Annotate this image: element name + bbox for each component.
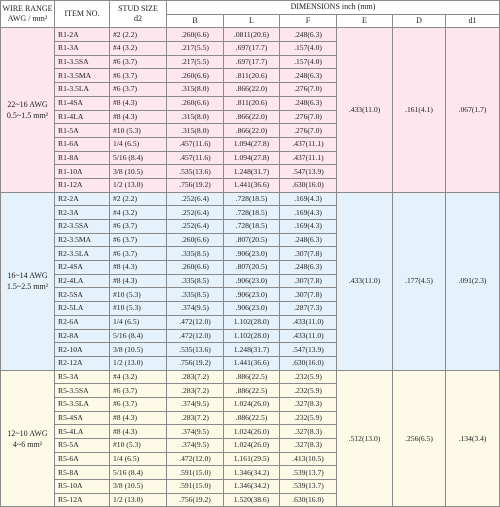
stud-size-cell: #8 (4.3) bbox=[110, 110, 167, 124]
dim-d-cell: .256(6.5) bbox=[393, 370, 446, 507]
stud-size-cell: #8 (4.3) bbox=[110, 411, 167, 425]
stud-size-cell: #10 (5.3) bbox=[110, 302, 167, 316]
dim-l-cell: .811(20.6) bbox=[224, 96, 280, 110]
wire-range-cell bbox=[1, 370, 55, 507]
wire-range-mm: 0.5~1.5 mm² bbox=[6, 111, 49, 120]
dim-d1-cell: .091(2.3) bbox=[446, 192, 500, 370]
stud-size-cell: #6 (3.7) bbox=[110, 55, 167, 69]
wire-range-awg: 22~16 AWG bbox=[7, 100, 48, 109]
dim-f-cell: .307(7.8) bbox=[280, 247, 337, 261]
item-no-cell: R1-4LA bbox=[55, 110, 110, 124]
item-no-cell: R2-3.5SA bbox=[55, 220, 110, 234]
header-col-f: F bbox=[280, 14, 337, 28]
dim-l-cell: 1.441(36.6) bbox=[224, 178, 280, 192]
header-col-d: D bbox=[393, 14, 446, 28]
dim-l-cell: 1.024(26.0) bbox=[224, 439, 280, 453]
dim-e-cell: .433(11.0) bbox=[337, 192, 393, 370]
dim-b-cell: .335(8.5) bbox=[167, 288, 224, 302]
dim-l-cell: 1.094(27.8) bbox=[224, 151, 280, 165]
item-no-cell: R1-8A bbox=[55, 151, 110, 165]
wire-range-cell bbox=[1, 192, 55, 370]
header-wire-range-line1: WIRE RANGE bbox=[2, 4, 53, 14]
dim-b-cell: .252(6.4) bbox=[167, 220, 224, 234]
item-no-cell: R2-6A bbox=[55, 315, 110, 329]
dim-f-cell: .547(13.9) bbox=[280, 343, 337, 357]
dim-l-cell: .886(22.5) bbox=[224, 411, 280, 425]
wire-range-mm: 1.5~2.5 mm² bbox=[6, 282, 49, 292]
dim-b-cell: .756(19.2) bbox=[167, 178, 224, 192]
item-no-cell: R2-3.5LA bbox=[55, 247, 110, 261]
dim-f-cell: .539(13.7) bbox=[280, 480, 337, 494]
dim-l-cell: .811(20.6) bbox=[224, 69, 280, 83]
header-wire-range bbox=[1, 1, 55, 28]
dim-b-cell: .535(13.6) bbox=[167, 343, 224, 357]
dim-f-cell: .307(7.8) bbox=[280, 274, 337, 288]
item-no-cell: R2-5SA bbox=[55, 288, 110, 302]
dim-l-cell: .697(17.7) bbox=[224, 55, 280, 69]
dim-l-cell: 1.024(26.0) bbox=[224, 397, 280, 411]
dim-d1-cell: .067(1.7) bbox=[446, 28, 500, 192]
wire-range-awg: 16~14 AWG bbox=[7, 271, 48, 281]
dim-b-cell: .315(8.0) bbox=[167, 110, 224, 124]
item-no-cell: R2-3.5MA bbox=[55, 233, 110, 247]
dim-f-cell: .539(13.7) bbox=[280, 466, 337, 480]
stud-size-cell: 1/2 (13.0) bbox=[110, 356, 167, 370]
item-no-cell: R5-4SA bbox=[55, 411, 110, 425]
item-no-cell: R2-4SA bbox=[55, 261, 110, 275]
item-no-cell: R2-12A bbox=[55, 356, 110, 370]
dim-l-cell: 1.161(29.5) bbox=[224, 452, 280, 466]
dim-b-cell: .315(8.0) bbox=[167, 83, 224, 97]
dim-f-cell: .307(7.8) bbox=[280, 288, 337, 302]
dim-l-cell: 1.102(28.0) bbox=[224, 329, 280, 343]
dim-f-cell: .276(7.0) bbox=[280, 83, 337, 97]
dim-l-cell: .866(22.0) bbox=[224, 110, 280, 124]
dim-l-cell: .866(22.0) bbox=[224, 83, 280, 97]
item-no-cell: R1-4SA bbox=[55, 96, 110, 110]
wire-range-awg: 12~10 AWG bbox=[7, 428, 48, 438]
dim-b-cell: .260(6.6) bbox=[167, 96, 224, 110]
stud-size-cell: #6 (3.7) bbox=[110, 384, 167, 398]
dim-l-cell: .886(22.5) bbox=[224, 370, 280, 384]
stud-size-cell: #2 (2.2) bbox=[110, 28, 167, 42]
dim-b-cell: .591(15.0) bbox=[167, 466, 224, 480]
header-wire-range-line2: AWG / mm² bbox=[7, 14, 48, 24]
dim-l-cell: 1.346(34.2) bbox=[224, 480, 280, 494]
wire-range-cell bbox=[1, 28, 55, 192]
dim-l-cell: 1.346(34.2) bbox=[224, 466, 280, 480]
dim-l-cell: 1.248(31.7) bbox=[224, 165, 280, 179]
item-no-cell: R2-8A bbox=[55, 329, 110, 343]
dim-l-cell: .807(20.5) bbox=[224, 261, 280, 275]
dim-f-cell: .630(16.0) bbox=[280, 178, 337, 192]
stud-size-cell: #8 (4.3) bbox=[110, 261, 167, 275]
stud-size-cell: #6 (3.7) bbox=[110, 233, 167, 247]
dim-b-cell: .260(6.6) bbox=[167, 233, 224, 247]
dim-f-cell: .157(4.0) bbox=[280, 42, 337, 56]
dim-f-cell: .248(6.3) bbox=[280, 28, 337, 42]
dim-b-cell: .756(19.2) bbox=[167, 493, 224, 507]
stud-size-cell: #4 (3.2) bbox=[110, 370, 167, 384]
header-item-no: ITEM NO. bbox=[55, 1, 110, 28]
dim-d-cell: .177(4.5) bbox=[393, 192, 446, 370]
dim-b-cell: .374(9.5) bbox=[167, 397, 224, 411]
item-no-cell: R1-2A bbox=[55, 28, 110, 42]
dim-l-cell: 1.248(31.7) bbox=[224, 343, 280, 357]
item-no-cell: R5-12A bbox=[55, 493, 110, 507]
dim-f-cell: .547(13.9) bbox=[280, 165, 337, 179]
dim-f-cell: .248(6.3) bbox=[280, 96, 337, 110]
dim-b-cell: .756(19.2) bbox=[167, 356, 224, 370]
item-no-cell: R1-6A bbox=[55, 137, 110, 151]
dim-l-cell: .728(18.5) bbox=[224, 192, 280, 206]
item-no-cell: R5-5A bbox=[55, 439, 110, 453]
item-no-cell: R5-4LA bbox=[55, 425, 110, 439]
stud-size-cell: #8 (4.3) bbox=[110, 425, 167, 439]
dim-d-cell: .161(4.1) bbox=[393, 28, 446, 192]
item-no-cell: R5-3A bbox=[55, 370, 110, 384]
table-row bbox=[1, 370, 500, 384]
header-stud-size bbox=[110, 1, 167, 28]
dim-f-cell: .232(5.9) bbox=[280, 370, 337, 384]
dim-l-cell: .0811(20.6) bbox=[224, 28, 280, 42]
item-no-cell: R1-3A bbox=[55, 42, 110, 56]
dim-b-cell: .472(12.0) bbox=[167, 329, 224, 343]
dim-l-cell: .906(23.0) bbox=[224, 247, 280, 261]
item-no-cell: R2-3A bbox=[55, 206, 110, 220]
dim-f-cell: .437(11.1) bbox=[280, 137, 337, 151]
dim-b-cell: .315(8.0) bbox=[167, 124, 224, 138]
dim-f-cell: .327(8.3) bbox=[280, 425, 337, 439]
dim-f-cell: .437(11.1) bbox=[280, 151, 337, 165]
header-col-l: L bbox=[224, 14, 280, 28]
dim-e-cell: .433(11.0) bbox=[337, 28, 393, 192]
stud-size-cell: 5/16 (8.4) bbox=[110, 466, 167, 480]
dim-l-cell: .886(22.5) bbox=[224, 384, 280, 398]
dim-b-cell: .457(11.6) bbox=[167, 137, 224, 151]
dim-f-cell: .169(4.3) bbox=[280, 206, 337, 220]
item-no-cell: R5-6A bbox=[55, 452, 110, 466]
dim-b-cell: .217(5.5) bbox=[167, 42, 224, 56]
stud-size-cell: #6 (3.7) bbox=[110, 247, 167, 261]
stud-size-cell: 1/4 (6.5) bbox=[110, 137, 167, 151]
dim-e-cell: .512(13.0) bbox=[337, 370, 393, 507]
header-stud-size-line1: STUD SIZE bbox=[118, 4, 158, 14]
dim-b-cell: .374(9.5) bbox=[167, 425, 224, 439]
stud-size-cell: #10 (5.3) bbox=[110, 288, 167, 302]
dim-b-cell: .283(7.2) bbox=[167, 370, 224, 384]
dim-f-cell: .169(4.3) bbox=[280, 220, 337, 234]
dim-b-cell: .535(13.6) bbox=[167, 165, 224, 179]
dim-l-cell: 1.441(36.6) bbox=[224, 356, 280, 370]
table-row bbox=[1, 28, 500, 42]
item-no-cell: R5-8A bbox=[55, 466, 110, 480]
dim-f-cell: .248(6.3) bbox=[280, 69, 337, 83]
dim-f-cell: .630(16.0) bbox=[280, 356, 337, 370]
dim-f-cell: .433(11.0) bbox=[280, 329, 337, 343]
stud-size-cell: 3/8 (10.5) bbox=[110, 165, 167, 179]
dim-f-cell: .232(5.9) bbox=[280, 384, 337, 398]
stud-size-cell: 1/2 (13.0) bbox=[110, 178, 167, 192]
dim-l-cell: .697(17.7) bbox=[224, 42, 280, 56]
dim-b-cell: .472(12.0) bbox=[167, 315, 224, 329]
dim-f-cell: .276(7.0) bbox=[280, 124, 337, 138]
dim-b-cell: .457(11.6) bbox=[167, 151, 224, 165]
dim-f-cell: .433(11.0) bbox=[280, 315, 337, 329]
dim-l-cell: 1.024(26.0) bbox=[224, 425, 280, 439]
dim-f-cell: .276(7.0) bbox=[280, 110, 337, 124]
item-no-cell: R1-12A bbox=[55, 178, 110, 192]
item-no-cell: R1-10A bbox=[55, 165, 110, 179]
header-stud-size-line2: d2 bbox=[134, 14, 142, 24]
stud-size-cell: #10 (5.3) bbox=[110, 124, 167, 138]
item-no-cell: R5-10A bbox=[55, 480, 110, 494]
dim-f-cell: .232(5.9) bbox=[280, 411, 337, 425]
dim-l-cell: .906(23.0) bbox=[224, 274, 280, 288]
dim-f-cell: .248(6.3) bbox=[280, 261, 337, 275]
dim-f-cell: .327(8.3) bbox=[280, 439, 337, 453]
dim-b-cell: .252(6.4) bbox=[167, 206, 224, 220]
dim-l-cell: .728(18.5) bbox=[224, 220, 280, 234]
stud-size-cell: #4 (3.2) bbox=[110, 42, 167, 56]
dim-b-cell: .335(8.5) bbox=[167, 274, 224, 288]
dim-d1-cell: .134(3.4) bbox=[446, 370, 500, 507]
stud-size-cell: 1/4 (6.5) bbox=[110, 452, 167, 466]
dim-l-cell: .866(22.0) bbox=[224, 124, 280, 138]
item-no-cell: R2-2A bbox=[55, 192, 110, 206]
item-no-cell: R1-3.5MA bbox=[55, 69, 110, 83]
stud-size-cell: #8 (4.3) bbox=[110, 274, 167, 288]
dim-b-cell: .252(6.4) bbox=[167, 192, 224, 206]
stud-size-cell: 1/2 (13.0) bbox=[110, 493, 167, 507]
item-no-cell: R5-3.5LA bbox=[55, 397, 110, 411]
item-no-cell: R2-5LA bbox=[55, 302, 110, 316]
item-no-cell: R1-3.5LA bbox=[55, 83, 110, 97]
stud-size-cell: #4 (3.2) bbox=[110, 206, 167, 220]
dim-b-cell: .591(15.0) bbox=[167, 480, 224, 494]
dim-f-cell: .287(7.3) bbox=[280, 302, 337, 316]
dim-b-cell: .260(6.6) bbox=[167, 69, 224, 83]
dim-b-cell: .335(8.5) bbox=[167, 247, 224, 261]
dim-b-cell: .374(9.5) bbox=[167, 439, 224, 453]
dim-b-cell: .217(5.5) bbox=[167, 55, 224, 69]
dim-l-cell: .906(23.0) bbox=[224, 302, 280, 316]
stud-size-cell: #6 (3.7) bbox=[110, 397, 167, 411]
stud-size-cell: #8 (4.3) bbox=[110, 96, 167, 110]
table-row bbox=[1, 192, 500, 206]
stud-size-cell: #2 (2.2) bbox=[110, 192, 167, 206]
wire-range-mm: 4~6 mm² bbox=[12, 439, 43, 449]
dim-f-cell: .248(6.3) bbox=[280, 233, 337, 247]
dim-f-cell: .630(16.0) bbox=[280, 493, 337, 507]
dim-l-cell: 1.094(27.8) bbox=[224, 137, 280, 151]
dim-l-cell: .807(20.5) bbox=[224, 233, 280, 247]
dim-f-cell: .413(10.5) bbox=[280, 452, 337, 466]
item-no-cell: R2-10A bbox=[55, 343, 110, 357]
stud-size-cell: 3/8 (10.5) bbox=[110, 343, 167, 357]
stud-size-cell: #6 (3.7) bbox=[110, 220, 167, 234]
header-col-b: B bbox=[167, 14, 224, 28]
stud-size-cell: #10 (5.3) bbox=[110, 439, 167, 453]
stud-size-cell: 1/4 (6.5) bbox=[110, 315, 167, 329]
stud-size-cell: 5/16 (8.4) bbox=[110, 329, 167, 343]
header-col-d1: d1 bbox=[446, 14, 500, 28]
stud-size-cell: 5/16 (8.4) bbox=[110, 151, 167, 165]
dim-b-cell: .260(6.6) bbox=[167, 261, 224, 275]
dim-b-cell: .283(7.2) bbox=[167, 411, 224, 425]
dim-l-cell: .906(23.0) bbox=[224, 288, 280, 302]
dim-b-cell: .472(12.0) bbox=[167, 452, 224, 466]
stud-size-cell: 3/8 (10.5) bbox=[110, 480, 167, 494]
table-body bbox=[1, 28, 500, 507]
dim-f-cell: .169(4.3) bbox=[280, 192, 337, 206]
table-header bbox=[1, 1, 500, 28]
header-col-e: E bbox=[337, 14, 393, 28]
dim-f-cell: .157(4.0) bbox=[280, 55, 337, 69]
dim-b-cell: .374(9.5) bbox=[167, 302, 224, 316]
dim-b-cell: .260(6.6) bbox=[167, 28, 224, 42]
item-no-cell: R2-4LA bbox=[55, 274, 110, 288]
item-no-cell: R1-5A bbox=[55, 124, 110, 138]
stud-size-cell: #6 (3.7) bbox=[110, 69, 167, 83]
stud-size-cell: #6 (3.7) bbox=[110, 83, 167, 97]
dim-l-cell: 1.520(38.6) bbox=[224, 493, 280, 507]
item-no-cell: R1-3.5SA bbox=[55, 55, 110, 69]
dim-l-cell: .728(18.5) bbox=[224, 206, 280, 220]
item-no-cell: R5-3.5SA bbox=[55, 384, 110, 398]
dim-l-cell: 1.102(28.0) bbox=[224, 315, 280, 329]
header-dimensions: DIMENSIONS inch (mm) bbox=[167, 1, 500, 15]
dim-f-cell: .327(8.3) bbox=[280, 397, 337, 411]
dim-b-cell: .283(7.2) bbox=[167, 384, 224, 398]
